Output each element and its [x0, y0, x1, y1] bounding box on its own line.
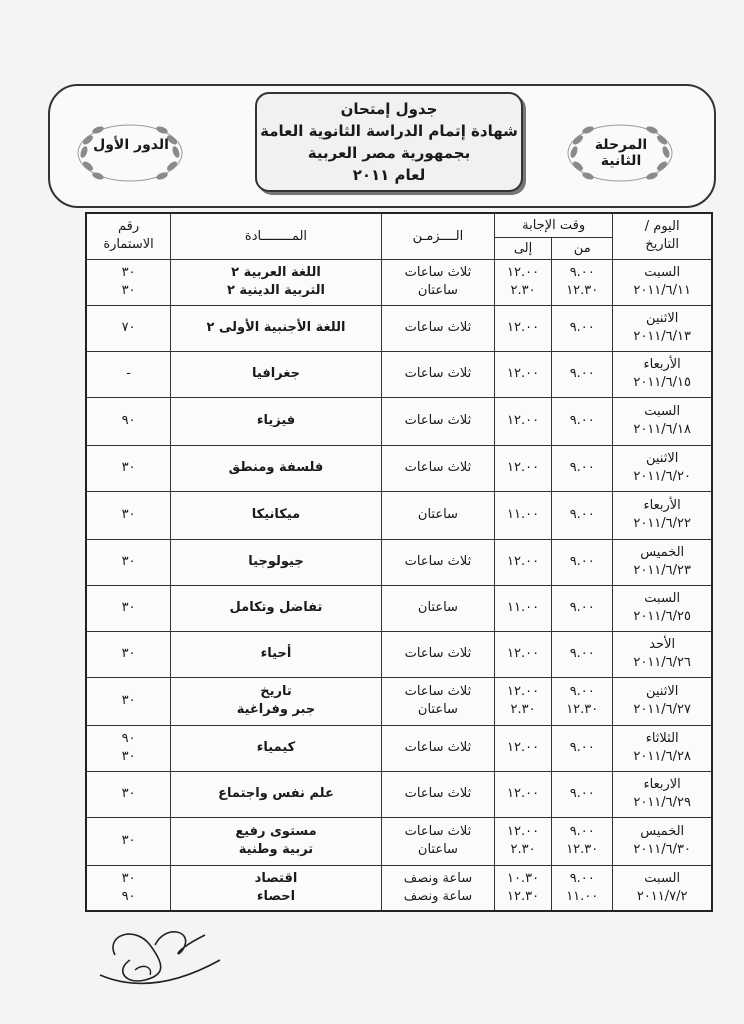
- from-time-cell: ٩.٠٠: [552, 585, 613, 631]
- to-time-cell: ١٢.٠٠: [495, 725, 552, 771]
- from-time-cell: ٩.٠٠: [552, 725, 613, 771]
- day-date-cell: الأحد ٢٠١١/٦/٢٦: [613, 631, 712, 677]
- header-day-date: اليوم / التاريخ: [613, 213, 712, 259]
- to-time-cell: ١٢.٠٠: [495, 351, 552, 397]
- table-row: [86, 585, 712, 631]
- table-row: [86, 445, 712, 491]
- header-duration: الــــزمـن: [381, 213, 494, 259]
- day-date-cell: الاثنين ٢٠١١/٦/١٣: [613, 305, 712, 351]
- form-no-cell: ٣٠: [86, 491, 171, 539]
- from-time-cell: ٩.٠٠ ١٢.٣٠: [552, 677, 613, 725]
- day-date-cell: الثلاثاء ٢٠١١/٦/٢٨: [613, 725, 712, 771]
- from-time-cell: ٩.٠٠: [552, 491, 613, 539]
- day-date-cell: الخميس ٢٠١١/٦/٢٣: [613, 539, 712, 585]
- form-no-cell: ٣٠: [86, 677, 171, 725]
- subject-cell: علم نفس واجتماع: [171, 771, 382, 817]
- subject-cell: جيولوجيا: [171, 539, 382, 585]
- phase-label: المرحلة الثانية: [594, 137, 648, 169]
- subject-cell: اللغة العربية ٢ التربية الدينية ٢: [171, 259, 382, 305]
- table-row: [86, 817, 712, 865]
- table-row: [86, 865, 712, 911]
- form-no-cell: ٣٠: [86, 539, 171, 585]
- subject-cell: تفاضل وتكامل: [171, 585, 382, 631]
- table-row: [86, 725, 712, 771]
- from-time-cell: ٩.٠٠: [552, 305, 613, 351]
- form-no-cell: ٩٠ ٣٠: [86, 725, 171, 771]
- form-no-cell: ٣٠: [86, 631, 171, 677]
- to-time-cell: ١٢.٠٠ ٢.٣٠: [495, 677, 552, 725]
- from-time-cell: ٩.٠٠ ١٢.٣٠: [552, 259, 613, 305]
- subject-cell: اقتصاد احصاء: [171, 865, 382, 911]
- form-no-cell: ٣٠: [86, 817, 171, 865]
- to-time-cell: ١٢.٠٠: [495, 397, 552, 445]
- duration-cell: ثلاث ساعات: [381, 351, 494, 397]
- form-no-cell: ٩٠: [86, 397, 171, 445]
- to-time-cell: ١٢.٠٠: [495, 305, 552, 351]
- table-row: [86, 351, 712, 397]
- from-time-cell: ٩.٠٠: [552, 771, 613, 817]
- duration-cell: ثلاث ساعات: [381, 539, 494, 585]
- header-from: من: [552, 237, 613, 259]
- table-row: [86, 631, 712, 677]
- subject-cell: مستوى رفيع تربية وطنية: [171, 817, 382, 865]
- header-subject: المــــــــادة: [171, 213, 382, 259]
- from-time-cell: ٩.٠٠: [552, 397, 613, 445]
- subject-cell: فيزياء: [171, 397, 382, 445]
- to-time-cell: ١٢.٠٠ ٢.٣٠: [495, 817, 552, 865]
- day-date-cell: الخميس ٢٠١١/٦/٣٠: [613, 817, 712, 865]
- duration-cell: ثلاث ساعات ساعتان: [381, 677, 494, 725]
- subject-cell: اللغة الأجنبية الأولى ٢: [171, 305, 382, 351]
- duration-cell: ثلاث ساعات: [381, 445, 494, 491]
- title-line-2: شهادة إتمام الدراسة الثانوية العامة: [260, 122, 518, 140]
- title-line-3: بجمهورية مصر العربية: [307, 144, 471, 162]
- table-row: [86, 539, 712, 585]
- duration-cell: ثلاث ساعات: [381, 305, 494, 351]
- round-label: الدور الأول: [93, 137, 169, 153]
- subject-cell: تاريخ جبر وفراغية: [171, 677, 382, 725]
- form-no-cell: ٧٠: [86, 305, 171, 351]
- subject-cell: ميكانيكا: [171, 491, 382, 539]
- table-row: [86, 771, 712, 817]
- subject-cell: كيمياء: [171, 725, 382, 771]
- header-to: إلى: [495, 237, 552, 259]
- form-no-cell: ٣٠: [86, 585, 171, 631]
- from-time-cell: ٩.٠٠: [552, 539, 613, 585]
- subject-cell: جغرافيا: [171, 351, 382, 397]
- header-answer-time: وقت الإجابة: [495, 213, 613, 237]
- header-form-no: رقم الاستمارة: [86, 213, 171, 259]
- to-time-cell: ١٢.٠٠: [495, 771, 552, 817]
- table-row: [86, 677, 712, 725]
- to-time-cell: ١٢.٠٠: [495, 631, 552, 677]
- from-time-cell: ٩.٠٠: [552, 351, 613, 397]
- table-row: [86, 491, 712, 539]
- day-date-cell: الاربعاء ٢٠١١/٦/٢٩: [613, 771, 712, 817]
- to-time-cell: ١٢.٠٠: [495, 539, 552, 585]
- subject-cell: أحياء: [171, 631, 382, 677]
- from-time-cell: ٩.٠٠: [552, 631, 613, 677]
- laurel-wreath-icon: [70, 118, 190, 188]
- duration-cell: ثلاث ساعات: [381, 397, 494, 445]
- exam-schedule-table: [85, 212, 713, 912]
- form-no-cell: -: [86, 351, 171, 397]
- day-date-cell: السبت ٢٠١١/٦/٢٥: [613, 585, 712, 631]
- to-time-cell: ١٠.٣٠ ١٢.٣٠: [495, 865, 552, 911]
- subject-cell: فلسفة ومنطق: [171, 445, 382, 491]
- from-time-cell: ٩.٠٠ ١١.٠٠: [552, 865, 613, 911]
- title-line-4: لعام ٢٠١١: [352, 166, 426, 184]
- day-date-cell: الاثنين ٢٠١١/٦/٢٠: [613, 445, 712, 491]
- title-line-1: جدول إمتحان: [340, 100, 438, 118]
- from-time-cell: ٩.٠٠ ١٢.٣٠: [552, 817, 613, 865]
- form-no-cell: ٣٠ ٩٠: [86, 865, 171, 911]
- day-date-cell: السبت ٢٠١١/٧/٢: [613, 865, 712, 911]
- duration-cell: ثلاث ساعات ساعتان: [381, 259, 494, 305]
- to-time-cell: ١٢.٠٠: [495, 445, 552, 491]
- title-box: [255, 92, 523, 192]
- table-row: [86, 397, 712, 445]
- day-date-cell: السبت ٢٠١١/٦/١٨: [613, 397, 712, 445]
- day-date-cell: الأربعاء ٢٠١١/٦/١٥: [613, 351, 712, 397]
- table-row: [86, 305, 712, 351]
- duration-cell: ساعتان: [381, 491, 494, 539]
- duration-cell: ساعة ونصف ساعة ونصف: [381, 865, 494, 911]
- form-no-cell: ٣٠: [86, 445, 171, 491]
- duration-cell: ثلاث ساعات: [381, 771, 494, 817]
- day-date-cell: الأربعاء ٢٠١١/٦/٢٢: [613, 491, 712, 539]
- duration-cell: ساعتان: [381, 585, 494, 631]
- duration-cell: ثلاث ساعات ساعتان: [381, 817, 494, 865]
- day-date-cell: السبت ٢٠١١/٦/١١: [613, 259, 712, 305]
- duration-cell: ثلاث ساعات: [381, 725, 494, 771]
- handwritten-signature: [95, 915, 225, 995]
- to-time-cell: ١٢.٠٠ ٢.٣٠: [495, 259, 552, 305]
- day-date-cell: الاثنين ٢٠١١/٦/٢٧: [613, 677, 712, 725]
- duration-cell: ثلاث ساعات: [381, 631, 494, 677]
- to-time-cell: ١١.٠٠: [495, 585, 552, 631]
- to-time-cell: ١١.٠٠: [495, 491, 552, 539]
- form-no-cell: ٣٠ ٣٠: [86, 259, 171, 305]
- table-row: [86, 259, 712, 305]
- form-no-cell: ٣٠: [86, 771, 171, 817]
- from-time-cell: ٩.٠٠: [552, 445, 613, 491]
